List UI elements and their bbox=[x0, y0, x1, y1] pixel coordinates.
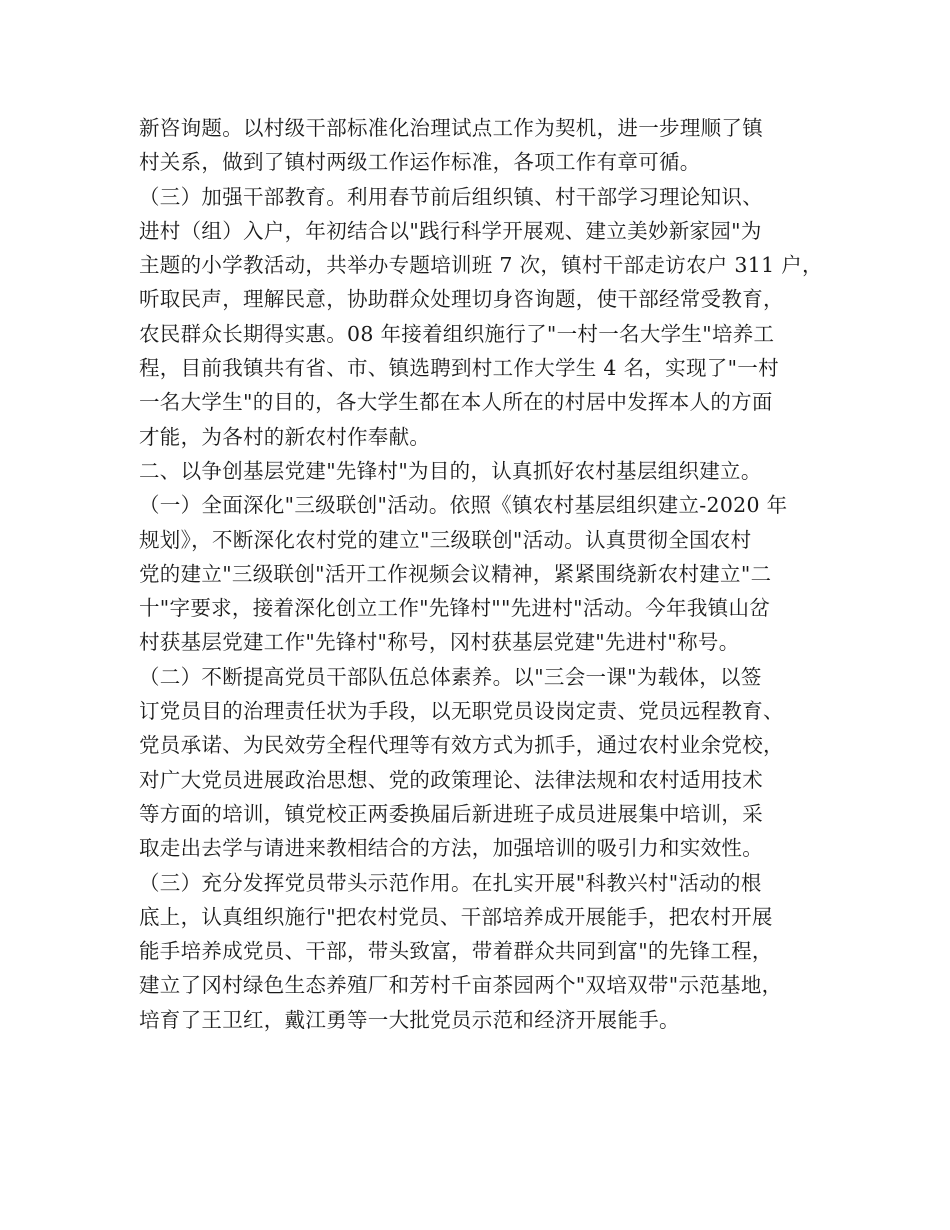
text-line-16: 村获基层党建工作"先锋村"称号，冈村获基层党建"先进村"称号。 bbox=[139, 630, 740, 655]
text-line-13: 规划》，不断深化农村党的建立"三级联创"活动。认真贯彻全国农村 bbox=[139, 527, 752, 552]
text-line-10: 才能，为各村的新农村作奉献。 bbox=[139, 424, 431, 449]
text-line-1: 新咨询题。以村级干部标准化治理试点工作为契机，进一步理顺了镇 bbox=[139, 116, 763, 140]
text-line-23: （三）充分发挥党员带头示范作用。在扎实开展"科教兴村"活动的根 bbox=[139, 870, 762, 895]
text-line-20: 对广大党员进展政治思想、党的政策理论、法律法规和农村适用技术 bbox=[139, 767, 763, 792]
text-line-8: 程，目前我镇共有省、市、镇选聘到村工作大学生 4 名，实现了"一村 bbox=[139, 356, 779, 381]
text-line-12: （一）全面深化"三级联创"活动。依照《镇农村基层组织建立-2020 年 bbox=[139, 493, 788, 518]
document-page bbox=[139, 111, 829, 1037]
text-line-7: 农民群众长期得实惠。08 年接着组织施行了"一村一名大学生"培养工 bbox=[139, 321, 775, 346]
text-line-19: 党员承诺、为民效劳全程代理等有效方式为抓手，通过农村业余党校， bbox=[139, 733, 784, 758]
text-line-27: 培育了王卫红，戴江勇等一大批党员示范和经济开展能手。 bbox=[139, 1007, 680, 1032]
text-line-25: 能手培养成党员、干部，带头致富，带着群众共同到富"的先锋工程， bbox=[139, 939, 773, 964]
text-line-21: 等方面的培训，镇党校正两委换届后新进班子成员进展集中培训，采 bbox=[139, 801, 763, 826]
text-line-26: 建立了冈村绿色生态养殖厂和芳村千亩茶园两个"双培双带"示范基地， bbox=[139, 973, 783, 998]
text-line-5: 主题的小学教活动，共举办专题培训班 7 次，镇村干部走访农户 311 户， bbox=[139, 253, 823, 278]
text-line-3: （三）加强干部教育。利用春节前后组织镇、村干部学习理论知识、 bbox=[139, 184, 763, 209]
text-line-18: 订党员目的治理责任状为手段，以无职党员设岗定责、党员远程教育、 bbox=[139, 699, 784, 724]
text-line-14: 党的建立"三级联创"活开工作视频会议精神，紧紧围绕新农村建立"二 bbox=[139, 561, 772, 586]
section-heading: 二、以争创基层党建"先锋村"为目的，认真抓好农村基层组织建立。 bbox=[139, 458, 762, 483]
text-line-17: （二）不断提高党员干部队伍总体素养。以"三会一课"为载体，以签 bbox=[139, 664, 762, 689]
text-line-2: 村关系，做到了镇村两级工作运作标准，各项工作有章可循。 bbox=[139, 150, 701, 175]
text-line-24: 底上，认真组织施行"把农村党员、干部培养成开展能手，把农村开展 bbox=[139, 904, 773, 929]
text-line-9: 一名大学生"的目的，各大学生都在本人所在的村居中发挥本人的方面 bbox=[139, 390, 773, 415]
text-line-6: 听取民声，理解民意，协助群众处理切身咨询题，使干部经常受教育， bbox=[139, 287, 784, 312]
text-line-4: 进村（组）入户，年初结合以"践行科学开展观、建立美妙新家园"为 bbox=[139, 218, 762, 243]
text-line-15: 十"字要求，接着深化创立工作"先锋村""先进村"活动。今年我镇山岔 bbox=[139, 596, 771, 621]
text-line-22: 取走出去学与请进来教相结合的方法，加强培训的吸引力和实效性。 bbox=[139, 836, 763, 861]
